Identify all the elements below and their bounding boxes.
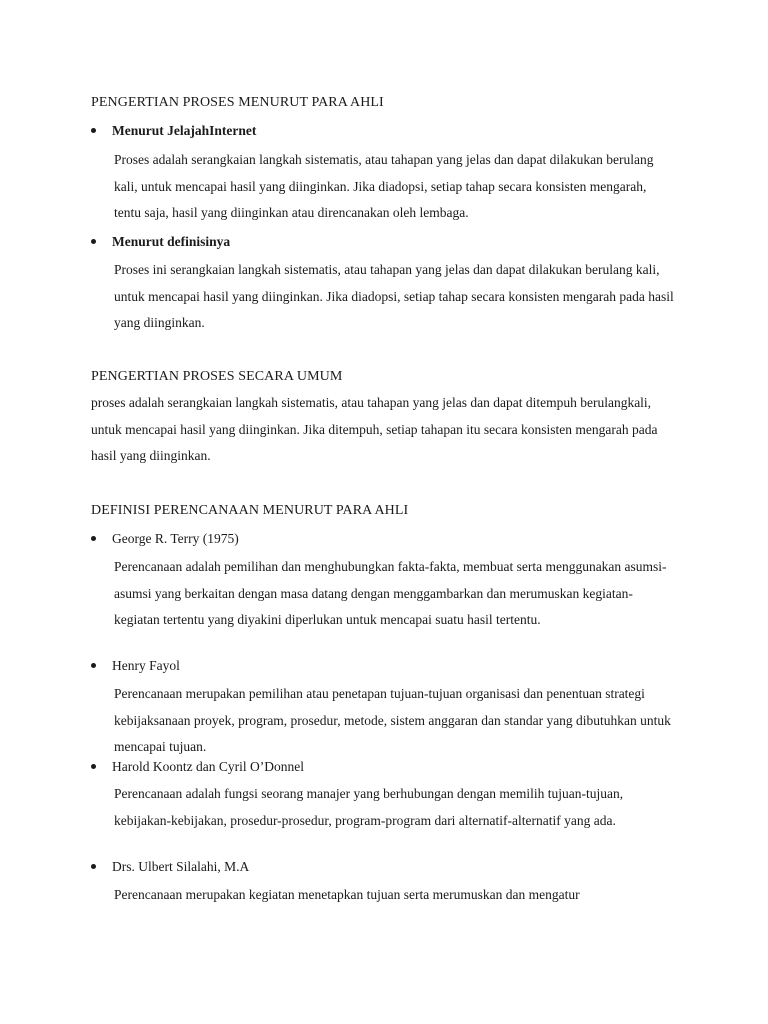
bullet-icon xyxy=(91,239,96,244)
list-item-label: Drs. Ulbert Silalahi, M.A xyxy=(112,859,250,874)
list-item xyxy=(91,758,304,776)
list-item xyxy=(91,657,180,675)
list-item-label: Menurut definisinya xyxy=(112,234,231,249)
list-item-label: Henry Fayol xyxy=(112,658,180,673)
paragraph: Perencanaan merupakan pemilihan atau penetapan tujuan-tujuan organisasi dan penentuan strategi kebijaksanaan proyek, program, prosedur, metode, sistem anggaran dan standar yang dibutuhkan untuk mencapai tujuan. xyxy=(114,686,671,754)
paragraph: Perencanaan adalah fungsi seorang manajer yang berhubungan dengan memilih tujuan-tujuan, kebijakan-kebijakan, prosedur-prosedur, program-program dari alternatif-alternatif yang ada. xyxy=(114,786,624,828)
bullet-icon xyxy=(91,864,96,869)
bullet-icon xyxy=(91,663,96,668)
list-item xyxy=(91,858,249,876)
bullet-icon xyxy=(91,536,96,541)
list-item-label: Menurut JelajahInternet xyxy=(112,123,257,138)
bullet-icon xyxy=(91,764,96,769)
list-item-label: George R. Terry (1975) xyxy=(112,531,239,546)
paragraph: Proses adalah serangkaian langkah sistematis, atau tahapan yang jelas dan dapat dilakukan berulang kali, untuk mencapai hasil yang diinginkan. Jika diadopsi, setiap tahap secara konsisten mengarah, tentu saja, hasil yang diinginkan atau direncanakan oleh lembaga. xyxy=(114,152,654,220)
list-item xyxy=(91,530,239,548)
bullet-icon xyxy=(91,128,96,133)
section-heading-perencanaan-para-ahli: DEFINISI PERENCANAAN MENURUT PARA AHLI xyxy=(91,503,409,518)
list-item-label: Harold Koontz dan Cyril O’Donnel xyxy=(112,759,304,774)
list-item xyxy=(91,122,256,140)
section-heading-proses-para-ahli: PENGERTIAN PROSES MENURUT PARA AHLI xyxy=(91,95,384,110)
paragraph: Proses ini serangkaian langkah sistematis, atau tahapan yang jelas dan dapat dilakukan berulang kali, untuk mencapai hasil yang diinginkan. Jika diadopsi, setiap tahap secara konsisten mengarah pada hasil yang diinginkan. xyxy=(114,262,674,330)
paragraph: Perencanaan adalah pemilihan dan menghubungkan fakta-fakta, membuat serta menggunakan asumsi-asumsi yang berkaitan dengan masa datang dengan menggambarkan dan merumuskan kegiatan-kegiatan tertentu yang diyakini diperlukan untuk mencapai suatu hasil tertentu. xyxy=(114,559,667,627)
paragraph: Perencanaan merupakan kegiatan menetapkan tujuan serta merumuskan dan mengatur xyxy=(114,887,580,902)
section-heading-proses-umum: PENGERTIAN PROSES SECARA UMUM xyxy=(91,369,343,384)
paragraph: proses adalah serangkaian langkah sistematis, atau tahapan yang jelas dan dapat ditempuh berulangkali, untuk mencapai hasil yang diinginkan. Jika ditempuh, setiap tahapan itu secara konsisten mengarah pada hasil yang diinginkan. xyxy=(91,395,658,463)
list-item xyxy=(91,233,230,251)
